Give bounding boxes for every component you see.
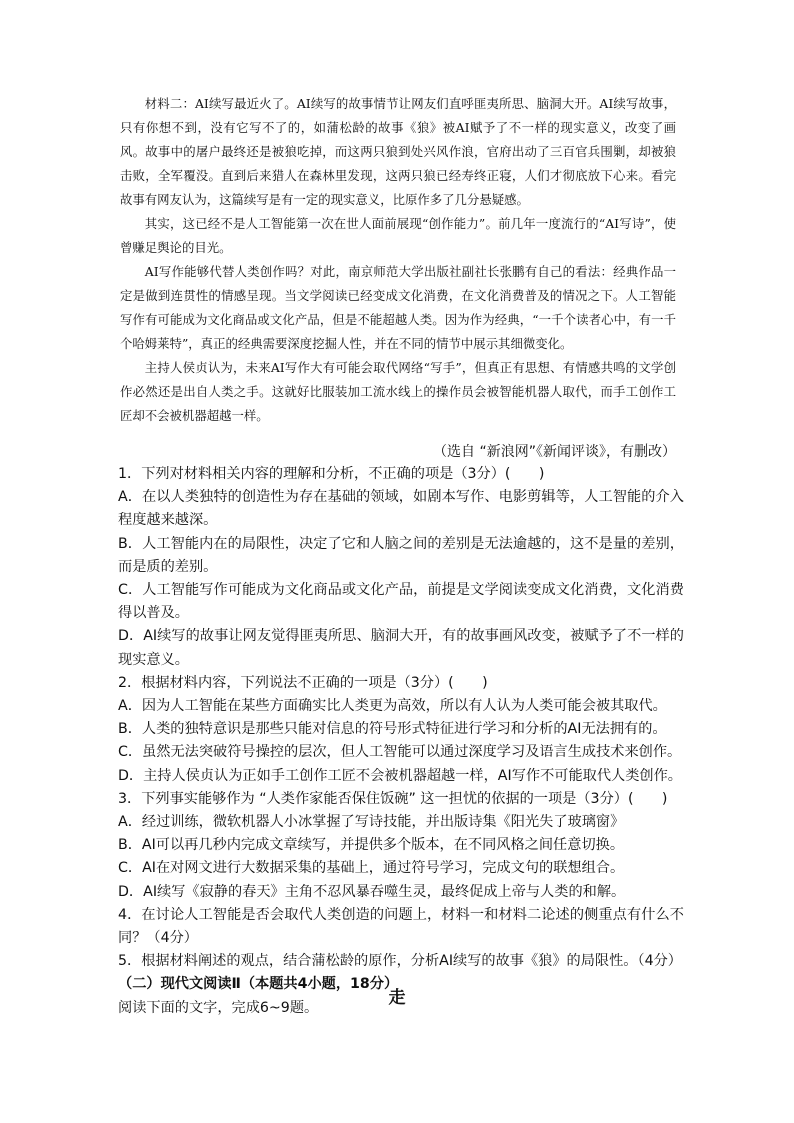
question-3-stem: 3．下列事实能够作为 “人类作家能否保住饭碗” 这一担忧的依据的一项是（3分）( )	[118, 790, 668, 807]
question-3-option-d: D．AI续写《寂静的春天》主角不忍风暴吞噬生灵，最终促成上帝与人类的和解。	[118, 883, 626, 900]
question-1-option-b: B．人工智能内在的局限性，决定了它和人脑之间的差别是无法逾越的，这不是量的差别，而是质的差别。	[118, 535, 684, 575]
section-instruction: 阅读下面的文字，完成6~9题。	[118, 999, 319, 1016]
question-1-option-c: C．人工智能写作可能成为文化商品或文化产品，前提是文学阅读变成文化消费，文化消费得以普及。	[118, 582, 684, 622]
section-heading: （二）现代文阅读Ⅱ（本题共4小题，18分）	[118, 976, 399, 993]
material-paragraph-3: AI写作能够代替人类创作吗？对此，南京师范大学出版社副社长张鹏有自己的看法：经典作品一定是做到连贯性的情感呈现。当文学阅读已经变成文化消费，在文化消费普及的情况之下。人工智能写作有可能成为文化商品或文化产品，但是不能超越人类。因为作为经典，“一千个读者心中，有一千个哈姆莱特”，真正的经典需要深度挖掘人性，并在不同的情节中展示其细微变化。	[120, 264, 676, 351]
question-3-option-b: B．AI可以再几秒内完成文章续写，并提供多个版本，在不同风格之间任意切换。	[118, 837, 625, 854]
material-source: （选自 “新浪网”《新闻评谈》，有删改）	[433, 444, 676, 460]
question-3-option-a: A．经过训练，微软机器人小冰掌握了写诗技能，并出版诗集《阳光失了玻璃窗》	[118, 814, 625, 831]
question-5-stem: 5．根据材料阐述的观点，结合蒲松龄的原作，分析AI续写的故事《狼》的局限性。（4分）	[118, 953, 682, 970]
material-paragraph-2: 其实，这已经不是人工智能第一次在世人面前展现“创作能力”。前几年一度流行的“AI写诗”，使曾赚足舆论的目光。	[120, 216, 676, 255]
question-3-option-c: C．AI在对网文进行大数据采集的基础上，通过符号学习，完成文句的联想组合。	[118, 860, 625, 877]
question-list	[118, 463, 684, 1020]
question-2-option-d: D．主持人侯贞认为正如手工创作工匠不会被机器超越一样，AI写作不可能取代人类创作。	[118, 767, 682, 784]
question-1-option-a: A．在以人类独特的创造性为存在基础的领域，如剧本写作、电影剪辑等，人工智能的介入程度越来越深。	[118, 489, 684, 529]
question-1-option-d: D．AI续写的故事让网友觉得匪夷所思、脑洞大开，有的故事画风改变，被赋予了不一样的现实意义。	[118, 628, 684, 668]
question-4-stem: 4．在讨论人工智能是否会取代人类创造的问题上，材料一和材料二论述的侧重点有什么不同？（4分）	[118, 906, 684, 947]
question-2-stem: 2．根据材料内容，下列说法不正确的一项是（3分）( )	[118, 674, 488, 691]
article-title: 走	[388, 988, 406, 1008]
question-1-stem: 1．下列对材料相关内容的理解和分析，不正确的项是（3分）( )	[118, 466, 545, 482]
question-2-option-b: B．人类的独特意识是那些只能对信息的符号形式特征进行学习和分析的AI无法拥有的。	[118, 721, 667, 738]
material-paragraph-4: 主持人侯贞认为，未来AI写作大有可能会取代网络“写手”，但真正有思想、有情感共鸣的文学创作必然还是出自人类之手。这就好比服装加工流水线上的操作员会被智能机器人取代，而手工创作工匠却不会被机器超越一样。	[120, 360, 676, 423]
material-paragraph-1: 材料二：AI续写最近火了。AI续写的故事情节让网友们直呼匪夷所思、脑洞大开。AI续写故事，只有你想不到，没有它写不了的，如蒲松龄的故事《狼》被AI赋予了不一样的现实意义，改变了画风。故事中的屠户最终还是被狼吃掉，而这两只狼到处兴风作浪，官府出动了三百官兵围剿，却被狼击败，全军覆没。直到后来猎人在森林里发现，这两只狼已经寿终正寝，人们才彻底放下心来。看完故事有网友认为，这篇续写是有一定的现实意义，比原作多了几分悬疑感。	[120, 96, 676, 207]
question-2-option-a: A．因为人工智能在某些方面确实比人类更为高效，所以有人认为人类可能会被其取代。	[118, 698, 667, 715]
material-two-text	[120, 92, 676, 428]
question-2-option-c: C．虽然无法突破符号操控的层次，但人工智能可以通过深度学习及语言生成技术来创作。	[118, 744, 682, 761]
